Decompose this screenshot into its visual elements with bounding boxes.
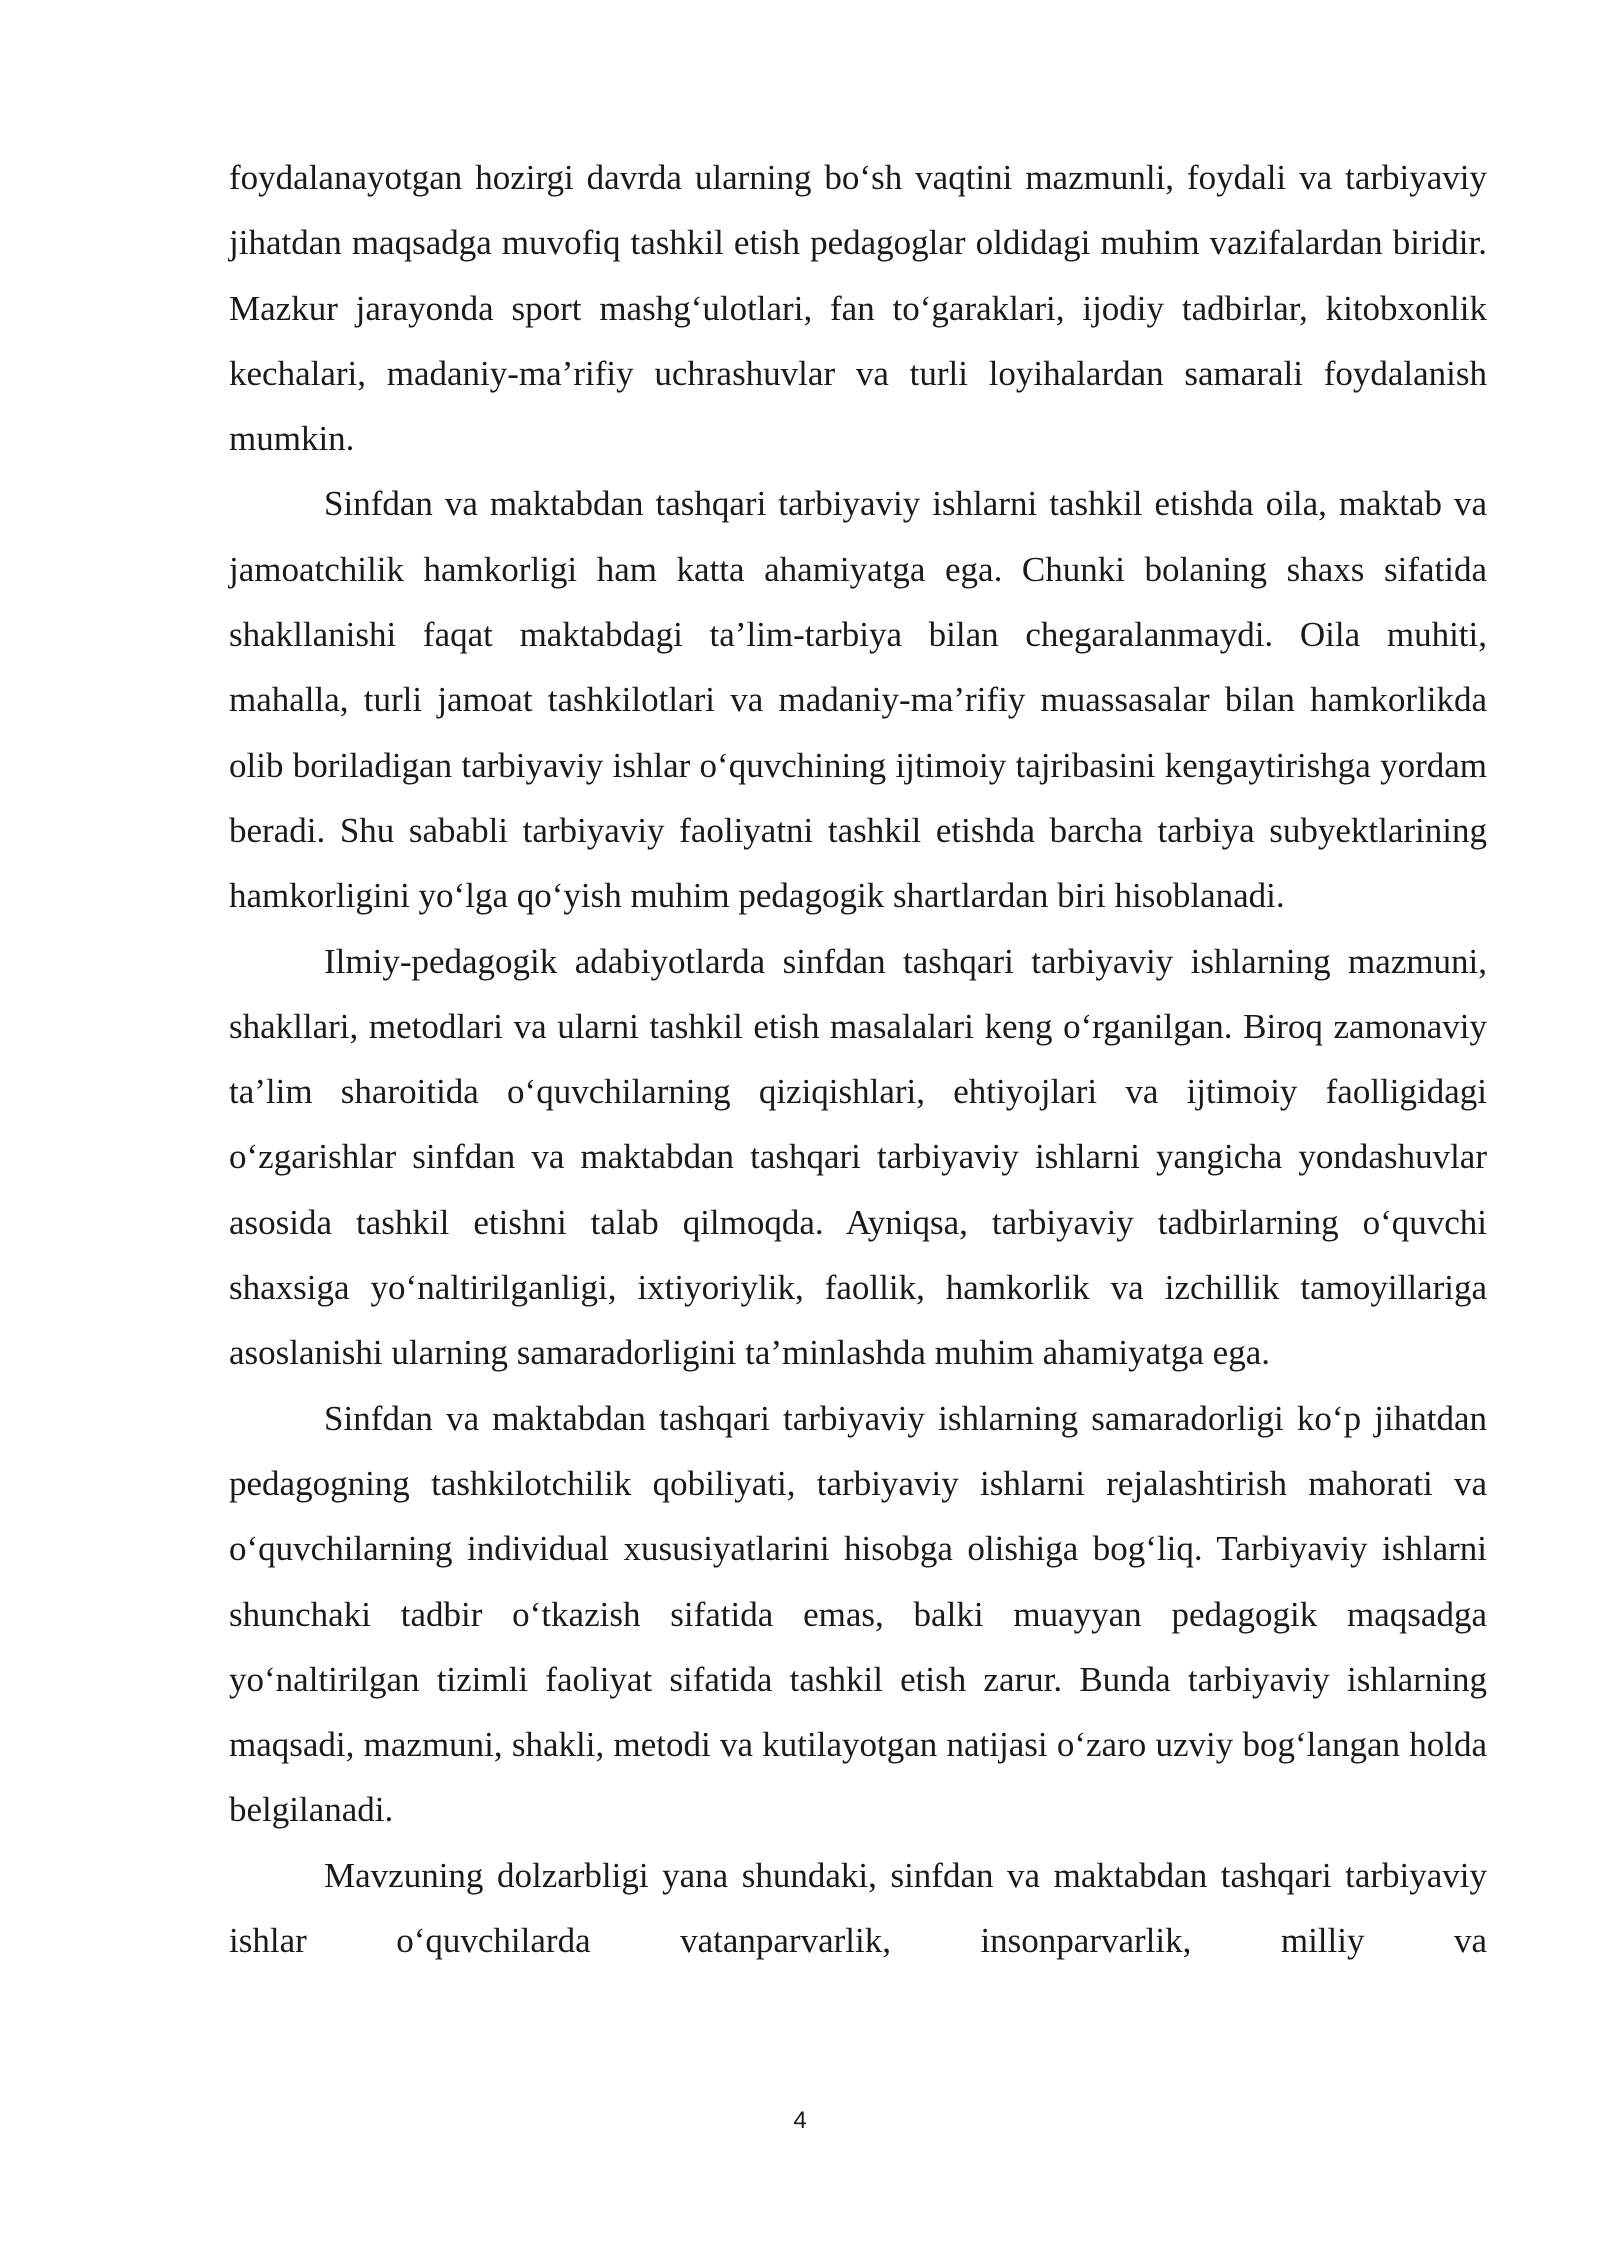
page-number: 4 xyxy=(793,2107,807,2134)
paragraph-3: Ilmiy-pedagogik adabiyotlarda sinfdan tashqari tarbiyaviy ishlarning mazmuni, shakllari, metodlari va ularni tashkil etish masalalari keng o‘rganilgan. Biroq zamonaviy ta’lim sharoitida o‘quvchilarning qiziqishlari, ehtiyojlari va ijtimoiy faolligidagi o‘zgarishlar sinfdan va maktabdan tashqari tarbiyaviy ishlarni yangicha yondashuvlar asosida tashkil etishni talab qilmoqda. Ayniqsa, tarbiyaviy tadbirlarning o‘quvchi shaxsiga yo‘naltirilganligi, ixtiyoriylik, faollik, hamkorlik va izchillik tamoyillariga asoslanishi ularning samaradorligini ta’minlashda muhim ahamiyatga ega. xyxy=(229,941,1487,1373)
paragraph-2: Sinfdan va maktabdan tashqari tarbiyaviy ishlarni tashkil etishda oila, maktab va jamoatchilik hamkorligi ham katta ahamiyatga ega. Chunki bolaning shaxs sifatida shakllanishi faqat maktabdagi ta’lim-tarbiya bilan chegaralanmaydi. Oila muhiti, mahalla, turli jamoat tashkilotlari va madaniy-ma’rifiy muassasalar bilan hamkorlikda olib boriladigan tarbiyaviy ishlar o‘quvchining ijtimoiy tajribasini kengaytirishga yordam beradi. Shu sababli tarbiyaviy faoliyatni tashkil etishda barcha tarbiya subyektlarining hamkorligini yo‘lga qo‘yish muhim pedagogik shartlardan biri hisoblanadi. xyxy=(229,484,1487,916)
paragraph-5: Mavzuning dolzarbligi yana shundaki, sinfdan va maktabdan tashqari tarbiyaviy ishlar o‘quvchilarda vatanparvarlik, insonparvarlik, milliy va xyxy=(229,1855,1487,1961)
paragraph-1: foydalanayotgan hozirgi davrda ularning bo‘sh vaqtini mazmunli, foydali va tarbiyaviy jihatdan maqsadga muvofiq tashkil etish pedagoglar oldidagi muhim vazifalardan biridir. Mazkur jarayonda sport mashg‘ulotlari, fan to‘garaklari, ijodiy tadbirlar, kitobxonlik kechalari, madaniy-ma’rifiy uchrashuvlar va turli loyihalardan samarali foydalanish mumkin. xyxy=(229,158,1487,459)
body-text xyxy=(229,145,1487,1973)
paragraph-4: Sinfdan va maktabdan tashqari tarbiyaviy ishlarning samaradorligi ko‘p jihatdan pedagogning tashkilotchilik qobiliyati, tarbiyaviy ishlarni rejalashtirish mahorati va o‘quvchilarning individual xususiyatlarini hisobga olishiga bog‘liq. Tarbiyaviy ishlarni shunchaki tadbir o‘tkazish sifatida emas, balki muayyan pedagogik maqsadga yo‘naltirilgan tizimli faoliyat sifatida tashkil etish zarur. Bunda tarbiyaviy ishlarning maqsadi, mazmuni, shakli, metodi va kutilayotgan natijasi o‘zaro uzviy bog‘langan holda belgilanadi. xyxy=(229,1398,1487,1830)
